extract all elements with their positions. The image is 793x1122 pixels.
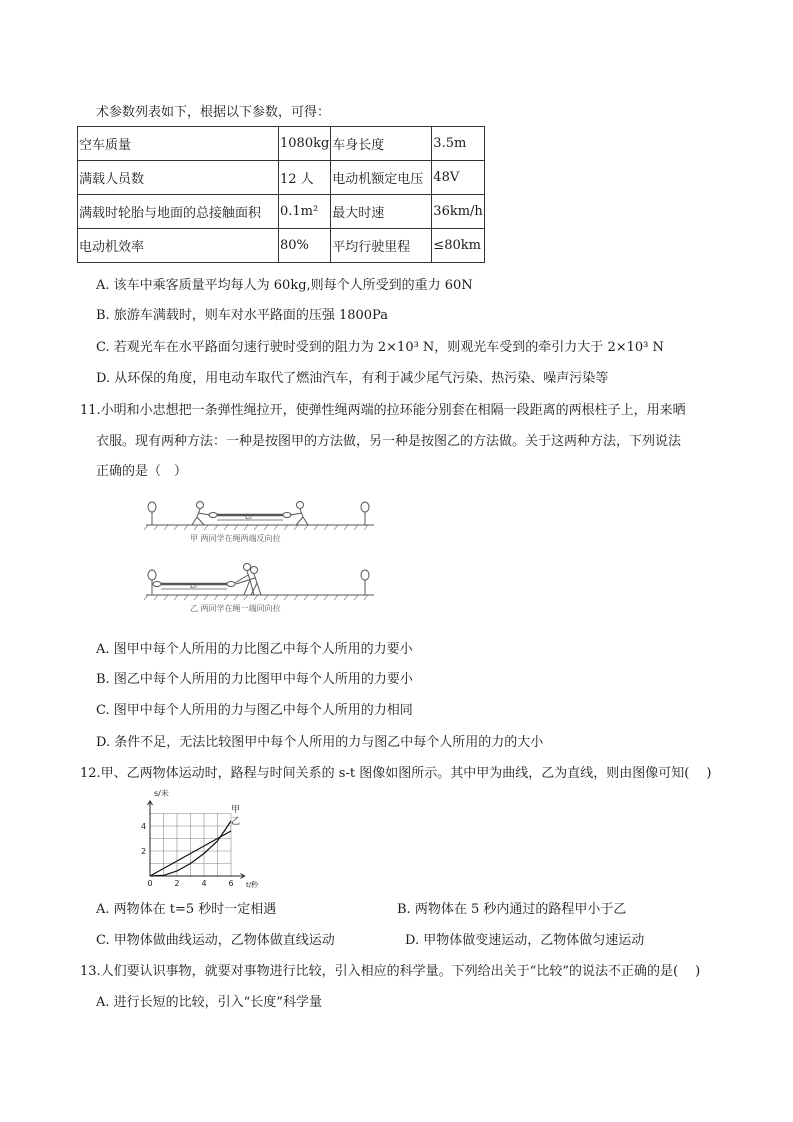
table-row	[78, 229, 485, 263]
q12-option-b: B. 两物体在 5 秒内通过的路程甲小于乙	[397, 902, 627, 917]
q12-option-c: C. 甲物体做曲线运动，乙物体做直线运动	[96, 933, 335, 948]
legend-yi: 乙	[231, 817, 241, 827]
person-head	[197, 502, 204, 509]
table-cell: 满载时轮胎与地面的总接触面积	[78, 195, 279, 229]
q11-option-b: B. 图乙中每个人所用的力比图甲中每个人所用的力要小	[96, 672, 413, 687]
table-cell: 1080kg	[279, 127, 331, 161]
person-head	[251, 567, 258, 574]
caption-yi: 乙 两同学在绳一端同向拉	[190, 604, 281, 613]
x-axis-label: t/秒	[246, 881, 259, 889]
q12-option-d: D. 甲物体做变速运动，乙物体做匀速运动	[405, 933, 645, 948]
table-cell: 48V	[432, 161, 485, 195]
q10-option-b: B. 旅游车满载时，则车对水平路面的压强 1800Pa	[96, 308, 388, 323]
x-tick-label: 2	[174, 879, 180, 888]
length-label: L₀	[190, 582, 197, 590]
q13-option-a: A. 进行长短的比较，引入“长度”科学量	[96, 995, 322, 1010]
y-axis-label: s/米	[154, 789, 169, 798]
table-intro: 术参数列表如下，根据以下参数，可得：	[96, 105, 331, 120]
table-cell: 36km/h	[432, 195, 485, 229]
person-body	[192, 509, 210, 525]
q11-option-c: C. 图甲中每个人所用的力与图乙中每个人所用的力相同	[96, 703, 413, 718]
post-ring	[148, 502, 156, 512]
table-cell: 满载人员数	[78, 161, 279, 195]
length-label: L₀	[245, 513, 252, 521]
rope-figure	[140, 495, 380, 615]
q10-option-d: D. 从环保的角度，用电动车取代了燃油汽车，有利于减少尾气污染、热污染、噪声污染等	[96, 371, 609, 386]
table-row	[78, 127, 485, 161]
q11-stem-line2: 衣服。现有两种方法：一种是按图甲的方法做，另一种是按图乙的方法做。关于这两种方法，下列说法	[96, 434, 682, 449]
x-tick-label: 4	[201, 879, 207, 888]
y-tick-label: 2	[141, 847, 147, 856]
q10-option-a: A. 该车中乘客质量平均每人为 60kg,则每个人所受到的重力 60N	[96, 278, 473, 293]
chart-grid	[150, 814, 231, 877]
table-cell: 空车质量	[78, 127, 279, 161]
table-cell: 80%	[279, 229, 331, 263]
q11-option-a: A. 图甲中每个人所用的力比图乙中每个人所用的力要小	[96, 642, 413, 657]
table-cell: 电动机额定电压	[331, 161, 432, 195]
x-tick-label: 0	[147, 879, 153, 888]
table-cell: 0.1m²	[279, 195, 331, 229]
y-tick-label: 4	[141, 822, 147, 831]
rope-ring	[209, 513, 217, 518]
parameter-table	[77, 126, 485, 263]
post-ring	[361, 502, 369, 512]
person-body	[290, 509, 308, 525]
q11-option-d: D. 条件不足，无法比较图甲中每个人所用的力与图乙中每个人所用的力的大小	[96, 735, 544, 750]
table-cell: 12 人	[279, 161, 331, 195]
table-cell: 车身长度	[331, 127, 432, 161]
table-cell: 3.5m	[432, 127, 485, 161]
chart-axes	[148, 801, 245, 879]
person-head	[297, 502, 304, 509]
q12-stem: 12.甲、乙两物体运动时，路程与时间关系的 s-t 图像如图所示。其中甲为曲线，乙为直线，则由图像可知( )	[80, 766, 712, 781]
post-ring	[361, 570, 369, 580]
table-cell: ≤80km	[432, 229, 485, 263]
table-cell: 平均行驶里程	[331, 229, 432, 263]
q13-stem: 13.人们要认识事物，就要对事物进行比较，引入相应的科学量。下列给出关于“比较”的说法不正确的是( )	[80, 964, 701, 979]
q12-option-a: A. 两物体在 t=5 秒时一定相遇	[96, 902, 277, 917]
legend-jia: 甲	[231, 805, 241, 815]
rope-ring	[227, 582, 235, 587]
q10-option-c: C. 若观光车在水平路面匀速行驶时受到的阻力为 2×10³ N，则观光车受到的牵引力大于 2×10³ N	[96, 340, 664, 355]
table-cell: 电动机效率	[78, 229, 279, 263]
caption-jia: 甲 两同学在绳两端反向拉	[190, 534, 281, 543]
table-row	[78, 161, 485, 195]
x-tick-label: 6	[228, 879, 234, 888]
table-row	[78, 195, 485, 229]
rope-ring	[153, 582, 161, 587]
q11-stem-line3: 正确的是（ ）	[96, 464, 188, 479]
rope-ring	[283, 513, 291, 518]
q11-stem-line1: 11.小明和小忠想把一条弹性绳拉开，使弹性绳两端的拉环能分别套在相隔一段距离的两根柱子上，用来晒	[80, 403, 686, 418]
post-ring	[148, 570, 156, 580]
person-head	[244, 564, 251, 571]
table-cell: 最大时速	[331, 195, 432, 229]
st-chart	[138, 786, 268, 890]
